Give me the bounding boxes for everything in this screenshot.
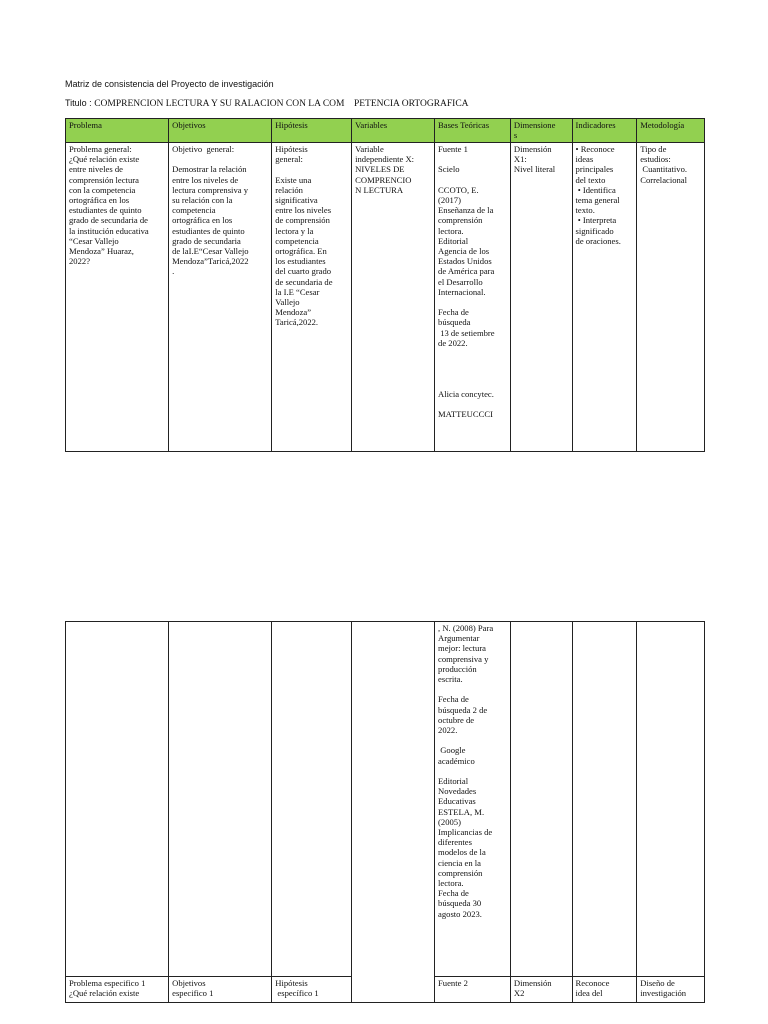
header-variables: Variables	[352, 119, 435, 143]
table-row	[66, 622, 705, 977]
header-metodologia: Metodología	[637, 119, 705, 143]
header-dimensiones: Dimensione s	[510, 119, 572, 143]
cell-indicadores	[572, 622, 637, 977]
cell-hipotesis: Hipótesis general: Existe una relación significativa entre los niveles de comprensión lectora y la competencia ortográfica. En los estudiantes del cuarto grado de secundaria de la I.E “Cesar Vallejo Mendoza” Taricá,2022.	[272, 143, 352, 452]
cell-hipotesis	[272, 622, 352, 977]
cell-bases-teoricas: Fuente 1 Scielo CCOTO, E. (2017) Enseñanza de la comprensión lectora. Editorial Agencia de los Estados Unidos de América para el Desarrollo Internacional. Fecha de búsqueda 13 de setiembre de 2022. Alicia concytec. MATTEUCCCI	[435, 143, 511, 452]
cell-dimensiones: Dimensión X1: Nivel literal	[510, 143, 572, 452]
cell-objetivos: Objetivos especifico 1	[169, 977, 272, 1003]
cell-objetivos: Objetivo general: Demostrar la relación entre los niveles de lectura comprensiva y su relación con la competencia ortográfica en los estudiantes de quinto grado de secundaria de laI.E“Cesar Vallejo Mendoza”Taricá,2022 .	[169, 143, 272, 452]
table-header-row	[66, 119, 705, 143]
table-row	[66, 143, 705, 452]
cell-problema: Problema especifico 1 ¿Qué relación existe	[66, 977, 169, 1003]
header-hipotesis: Hipótesis	[272, 119, 352, 143]
cell-variables	[352, 622, 435, 1003]
cell-metodologia: Diseño de investigación	[637, 977, 705, 1003]
cell-hipotesis: Hipótesis específico 1	[272, 977, 352, 1003]
header-objetivos: Objetivos	[169, 119, 272, 143]
subtitle-text: COMPRENCION LECTURA Y SU RALACION CON LA COM PETENCIA ORTOGRAFICA	[94, 99, 469, 109]
cell-problema	[66, 622, 169, 977]
document-subtitle	[65, 98, 469, 109]
header-indicadores: Indicadores	[572, 119, 637, 143]
document-title: Matriz de consistencia del Proyecto de investigación	[65, 79, 274, 89]
subtitle-label: Titulo :	[65, 98, 95, 108]
cell-objetivos	[169, 622, 272, 977]
consistency-matrix-table	[65, 118, 705, 452]
cell-bases-teoricas: Fuente 2	[435, 977, 511, 1003]
cell-metodologia	[637, 622, 705, 977]
cell-indicadores: Reconoce idea del	[572, 977, 637, 1003]
cell-indicadores: • Reconoce ideas principales del texto • Identifica tema general texto. • Interpreta significado de oraciones.	[572, 143, 637, 452]
consistency-matrix-table-continued	[65, 621, 705, 1003]
cell-dimensiones	[510, 622, 572, 977]
cell-problema: Problema general: ¿Qué relación existe entre niveles de comprensión lectura con la competencia ortográfica en los estudiantes de quinto grado de secundaria de la institución educativa “Cesar Vallejo Mendoza” Huaraz, 2022?	[66, 143, 169, 452]
cell-variables: Variable independiente X: NIVELES DE COMPRENCIO N LECTURA	[352, 143, 435, 452]
cell-metodologia: Tipo de estudios: Cuantitativo. Correlacional	[637, 143, 705, 452]
header-problema: Problema	[66, 119, 169, 143]
cell-dimensiones: Dimensión X2	[510, 977, 572, 1003]
header-bases-teoricas: Bases Teóricas	[435, 119, 511, 143]
cell-bases-teoricas: , N. (2008) Para Argumentar mejor: lectura comprensiva y producción escrita. Fecha de búsqueda 2 de octubre de 2022. Google académico Editorial Novedades Educativas ESTELA, M. (2005) Implicancias de diferentes modelos de la ciencia en la comprensión lectora. Fecha de búsqueda 30 agosto 2023.	[435, 622, 511, 977]
